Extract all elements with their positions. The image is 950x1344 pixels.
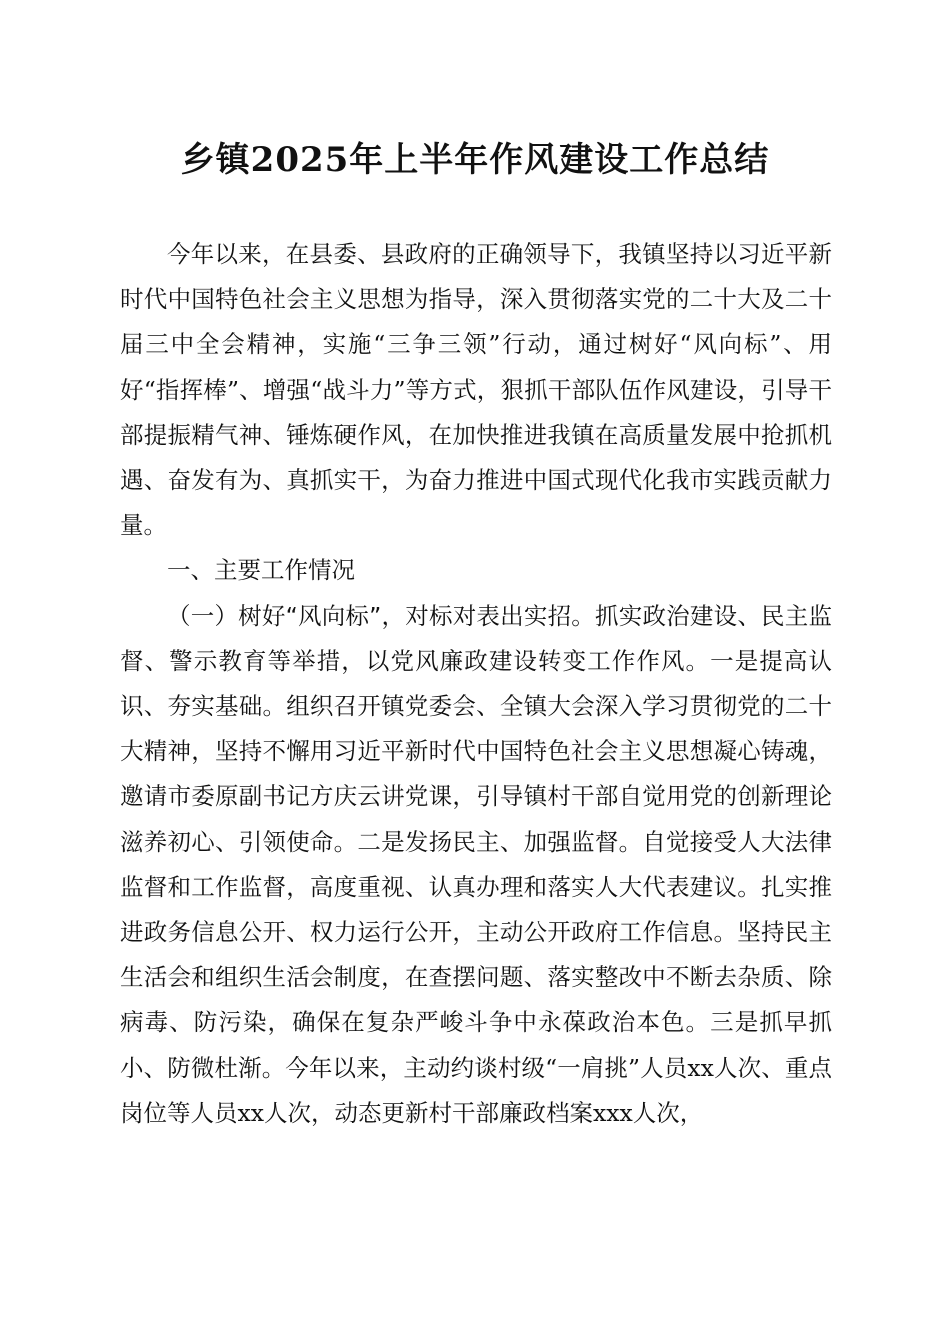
subsection-body-1: 抓实政治建设、民主监督、警示教育等举措，以党风廉政建设转变工作作风。一是提高认识、夯实基础。组织召开镇党委会、全镇大会深入学习贯彻党的二十大精神，坚持不懈用习近平新时代中国特色社会主义思想凝心铸魂，邀请市委原副书记方庆云讲党课，引导镇村干部自觉用党的创新理论滋养初心、引领使命。二是发扬民主、加强监督。自觉接受人大法律监督和工作监督，高度重视、认真办理和落实人大代表建议。扎实推进政务信息公开、权力运行公开，主动公开政府工作信息。坚持民主生活会和组织生活会制度，在查摆问题、落实整改中不断去杂质、除病毒、防污染，确保在复杂严峻斗争中永葆政治本色。三是抓早抓小、防微杜渐。今年以来，主动约谈村级“一肩挑”人员xx人次、重点岗位等人员xx人次，动态更新村干部廉政档案xxx人次，	[120, 601, 832, 1127]
section-heading-main-work: 一、主要工作情况	[167, 556, 355, 585]
subsection-paragraph-1	[120, 594, 832, 1136]
document-title: 乡镇2025年上半年作风建设工作总结	[180, 140, 770, 180]
subsection-heading-1: （一）树好“风向标”，对标对表出实招。	[167, 601, 596, 630]
intro-paragraph: 今年以来，在县委、县政府的正确领导下，我镇坚持以习近平新时代中国特色社会主义思想为指导，深入贯彻落实党的二十大及二十届三中全会精神，实施“三争三领”行动，通过树好“风向标”、用好“指挥棒”、增强“战斗力”等方式，狠抓干部队伍作风建设，引导干部提振精气神、锤炼硬作风，在加快推进我镇在高质量发展中抢抓机遇、奋发有为、真抓实干，为奋力推进中国式现代化我市实践贡献力量。	[120, 240, 832, 540]
document-body	[120, 232, 832, 1136]
